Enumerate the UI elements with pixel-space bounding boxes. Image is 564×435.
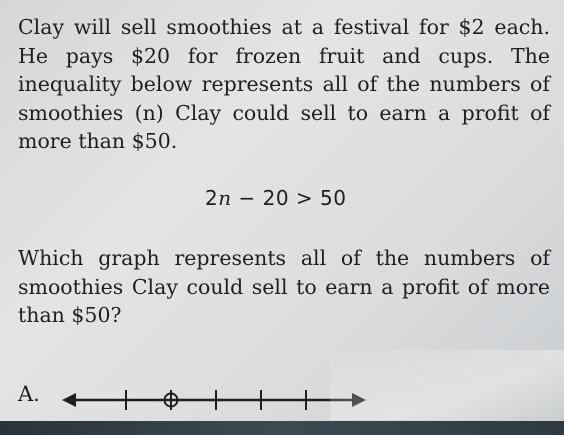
screen-bezel-edge bbox=[0, 421, 564, 435]
problem-statement: Clay will sell smoothies at a festival for $2 each. He pays $20 for frozen fruit and cups. The inequality below represents all of the numbers of smoothies (n) Clay could sell to earn a profit of more than $50. bbox=[18, 15, 550, 153]
inequality-rest: − 20 > 50 bbox=[231, 186, 347, 210]
left-arrowhead-icon bbox=[62, 393, 76, 407]
variable-n: n bbox=[218, 186, 232, 210]
coefficient: 2 bbox=[205, 186, 219, 210]
choice-a-label[interactable]: A. bbox=[18, 382, 40, 406]
inequality-expression bbox=[205, 186, 346, 210]
right-arrowhead-icon bbox=[352, 393, 366, 407]
choice-a-number-line[interactable] bbox=[60, 382, 370, 418]
question-prompt: Which graph represents all of the numbers of smoothies Clay could sell to earn a profit of more than $50? bbox=[18, 246, 550, 327]
